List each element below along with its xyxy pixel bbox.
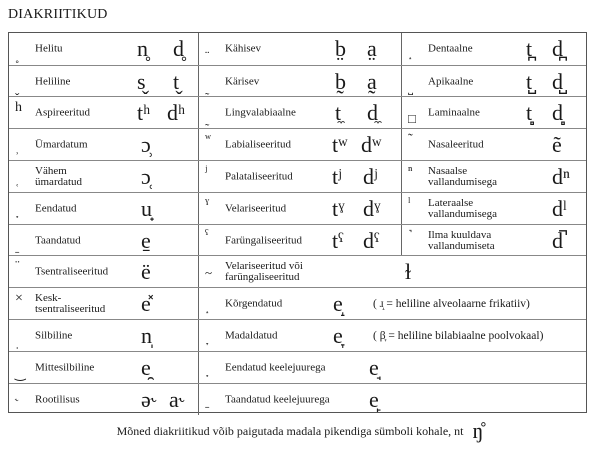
example-symbol: t̺ <box>526 68 533 94</box>
example-symbol: dʷ <box>361 131 382 157</box>
table-cell <box>401 129 586 160</box>
example-symbol: e̞ <box>333 322 343 348</box>
footer-example-symbol: ŋ̊ <box>472 418 484 443</box>
table-cell <box>401 225 586 256</box>
example-note: ( β̞ = heliline bilabiaalne poolvokaal) <box>373 329 544 342</box>
table-row <box>9 96 586 128</box>
example-symbol: t̪ <box>526 36 533 61</box>
nasalized-mark-icon: ˜ <box>408 132 413 147</box>
example-symbol: dⁿ <box>552 163 570 189</box>
diacritic-label: Lateraalse vallandumisega <box>428 196 498 220</box>
table-row <box>9 224 586 256</box>
footer-text: Mõned diakriitikud võib paigutada madala pikendiga sümboli kohale, nt <box>116 424 464 438</box>
syllabic-mark-icon: ˌ <box>15 334 20 349</box>
table-cell <box>401 33 586 65</box>
table-cell <box>9 193 198 224</box>
diacritic-label: Nasaleeritud <box>428 138 484 150</box>
table-row <box>9 128 586 160</box>
example-symbol: dˠ <box>363 195 381 221</box>
example-symbol: t̼ <box>335 99 342 125</box>
footer-note <box>0 418 600 444</box>
raised-mark-icon: ˔ <box>205 302 210 317</box>
table-cell <box>401 193 586 224</box>
table-cell <box>198 193 401 224</box>
table-cell-wide <box>198 288 586 319</box>
example-symbol: tʲ <box>332 163 342 189</box>
example-symbol: a̤ <box>367 36 377 61</box>
voiceless-mark-icon: ˳ <box>15 48 20 63</box>
diacritic-label: Ilma kuuldava vallandumiseta <box>428 228 495 252</box>
table-row <box>9 160 586 192</box>
table-cell <box>9 320 198 351</box>
table-cell-wide <box>198 320 586 351</box>
diacritic-label: Kesk- tsentraliseeritud <box>35 291 106 315</box>
rhoticity-mark-icon: ˞ <box>15 392 20 407</box>
example-symbol: b̤ <box>335 36 346 61</box>
example-symbol: ɔ̹ <box>141 131 151 157</box>
lateral-release-mark-icon: ˡ <box>408 196 411 211</box>
diacritic-label: Palataliseeritud <box>225 170 293 182</box>
diacritic-label: Vähem ümardatud <box>35 164 83 188</box>
example-note: ( ɹ̝ = heliline alveolaarne frikatiiv) <box>373 297 530 310</box>
diacritic-label: Rootilisus <box>35 393 80 405</box>
table-cell-wide <box>198 384 586 415</box>
diacritic-label: Lingvalabiaalne <box>225 106 296 118</box>
example-symbol: e̝ <box>333 290 343 316</box>
example-symbol: d̚ <box>552 227 563 253</box>
diacritic-label: Apikaalne <box>428 75 474 87</box>
velarized-pharyngealized-mark-icon: ~ <box>205 265 213 280</box>
example-symbol: b̰ <box>335 68 346 94</box>
example-symbol: dˤ <box>363 227 380 253</box>
diacritic-label: Eendatud keelejuurega <box>225 361 326 373</box>
example-symbol: ɔ̜ <box>141 163 151 189</box>
diacritics-table <box>8 32 587 413</box>
example-symbol: n̥ <box>137 36 148 61</box>
example-symbol: d̺ <box>552 68 563 94</box>
table-row <box>9 287 586 319</box>
example-symbol: d̻ <box>552 99 563 125</box>
palatalized-mark-icon: ʲ <box>205 164 208 179</box>
example-symbol: tʷ <box>332 131 348 157</box>
diacritic-label: Labialiseeritud <box>225 138 291 150</box>
aspirated-mark-icon: h <box>15 100 22 115</box>
breathy-mark-icon: ¨ <box>205 48 210 63</box>
diacritic-label: Aspireeritud <box>35 106 90 118</box>
example-symbol: e̽ <box>141 290 151 316</box>
table-cell <box>9 97 198 128</box>
example-symbol: ë <box>141 258 151 284</box>
retracted-tongue-root-mark-icon: ˗ <box>205 398 210 413</box>
diacritic-label: Eendatud <box>35 202 77 214</box>
example-symbol: ə˞ <box>141 386 159 412</box>
no-audible-release-mark-icon: ˺ <box>408 228 413 243</box>
example-symbol: dʰ <box>167 99 186 125</box>
diacritic-label: Farüngaliseeritud <box>225 234 302 246</box>
mid-centralized-mark-icon: × <box>15 291 23 306</box>
example-symbol: n̩ <box>141 322 152 348</box>
table-row <box>9 33 586 65</box>
diacritic-label: Helitu <box>35 42 63 55</box>
voiced-mark-icon: ˬ <box>15 80 20 95</box>
diacritic-label: Heliline <box>35 75 71 87</box>
nasal-release-mark-icon: ⁿ <box>408 164 413 179</box>
table-cell <box>198 97 401 128</box>
example-symbol: e̠ <box>141 227 151 253</box>
table-cell <box>198 129 401 160</box>
diacritic-label: Silbiline <box>35 329 73 341</box>
dental-mark-icon: ˔ <box>408 48 413 63</box>
table-cell <box>9 129 198 160</box>
laminal-mark-icon: □ <box>408 111 416 126</box>
diacritic-label: Ümardatum <box>35 138 88 150</box>
example-symbol: dˡ <box>552 195 567 221</box>
diacritic-label: Taandatud <box>35 234 81 246</box>
example-symbol: d̼ <box>367 99 378 125</box>
diacritic-label: Laminaalne <box>428 106 480 118</box>
page-title: DIAKRIITIKUD <box>8 7 108 22</box>
example-symbol: e̯ <box>141 354 151 380</box>
non-syllabic-mark-icon: ‿ <box>15 366 26 381</box>
creaky-mark-icon: ˷ <box>205 80 210 95</box>
table-cell <box>9 384 198 415</box>
example-symbol: a˞ <box>169 386 187 412</box>
table-cell <box>9 288 198 319</box>
table-cell-wide <box>198 352 586 383</box>
table-cell <box>198 33 401 65</box>
example-symbol: d̪ <box>552 36 563 61</box>
example-symbol: u̟ <box>141 195 152 221</box>
centralized-mark-icon: ¨ <box>15 259 20 274</box>
example-symbol: e̘ <box>369 354 379 380</box>
less-rounded-mark-icon: ˓ <box>15 175 20 190</box>
table-row <box>9 192 586 224</box>
table-cell <box>401 97 586 128</box>
advanced-tongue-root-mark-icon: ˖ <box>205 366 210 381</box>
velarized-mark-icon: ˠ <box>205 196 210 211</box>
table-row <box>9 383 586 415</box>
linguolabial-mark-icon: ˷ <box>205 111 210 126</box>
diacritic-label: Taandatud keelejuurega <box>225 393 330 405</box>
table-cell <box>9 161 198 192</box>
diacritic-label: Tsentraliseeritud <box>35 265 109 277</box>
labialized-mark-icon: ʷ <box>205 132 211 147</box>
diacritic-label: Velariseeritud või farüngaliseeritud <box>225 259 303 283</box>
table-row <box>9 351 586 383</box>
table-cell <box>401 161 586 192</box>
table-cell <box>9 256 198 287</box>
diacritic-label: Kärisev <box>225 75 260 87</box>
pharyngealized-mark-icon: ˤ <box>205 228 209 243</box>
example-symbol: ẽ <box>552 131 562 157</box>
table-cell <box>401 66 586 97</box>
table-cell <box>9 33 198 65</box>
table-cell <box>198 66 401 97</box>
apical-mark-icon: ˽ <box>408 80 414 95</box>
table-cell-wide <box>198 256 586 287</box>
diacritic-label: Dentaalne <box>428 42 473 55</box>
more-rounded-mark-icon: ˒ <box>15 143 20 158</box>
diacritic-label: Velariseeritud <box>225 202 287 214</box>
table-cell <box>9 352 198 383</box>
example-symbol: tʰ <box>137 99 151 125</box>
example-symbol: t̻ <box>526 99 533 125</box>
table-cell <box>198 225 401 256</box>
example-symbol: ɫ <box>405 258 412 284</box>
example-symbol: dʲ <box>363 163 378 189</box>
table-row <box>9 319 586 351</box>
diacritic-label: Kähisev <box>225 42 262 55</box>
table-cell <box>198 161 401 192</box>
table-cell <box>9 225 198 256</box>
example-symbol: s̬ <box>137 68 146 94</box>
example-symbol: a̰ <box>367 68 377 94</box>
lowered-mark-icon: ˕ <box>205 334 210 349</box>
table-cell <box>9 66 198 97</box>
table-row <box>9 65 586 97</box>
diacritic-label: Mittesilbiline <box>35 361 95 373</box>
example-symbol: d̥ <box>173 36 184 61</box>
example-symbol: t̬ <box>173 68 180 94</box>
diacritic-label: Kõrgendatud <box>225 297 283 309</box>
example-symbol: e̙ <box>369 386 379 412</box>
example-symbol: tˠ <box>332 195 345 221</box>
diacritic-label: Nasaalse vallandumisega <box>428 164 498 188</box>
example-symbol: tˤ <box>332 227 344 253</box>
retracted-mark-icon: ˍ <box>15 239 20 254</box>
table-row <box>9 255 586 287</box>
advanced-mark-icon: ˖ <box>15 207 20 222</box>
diacritic-label: Madaldatud <box>225 329 278 341</box>
